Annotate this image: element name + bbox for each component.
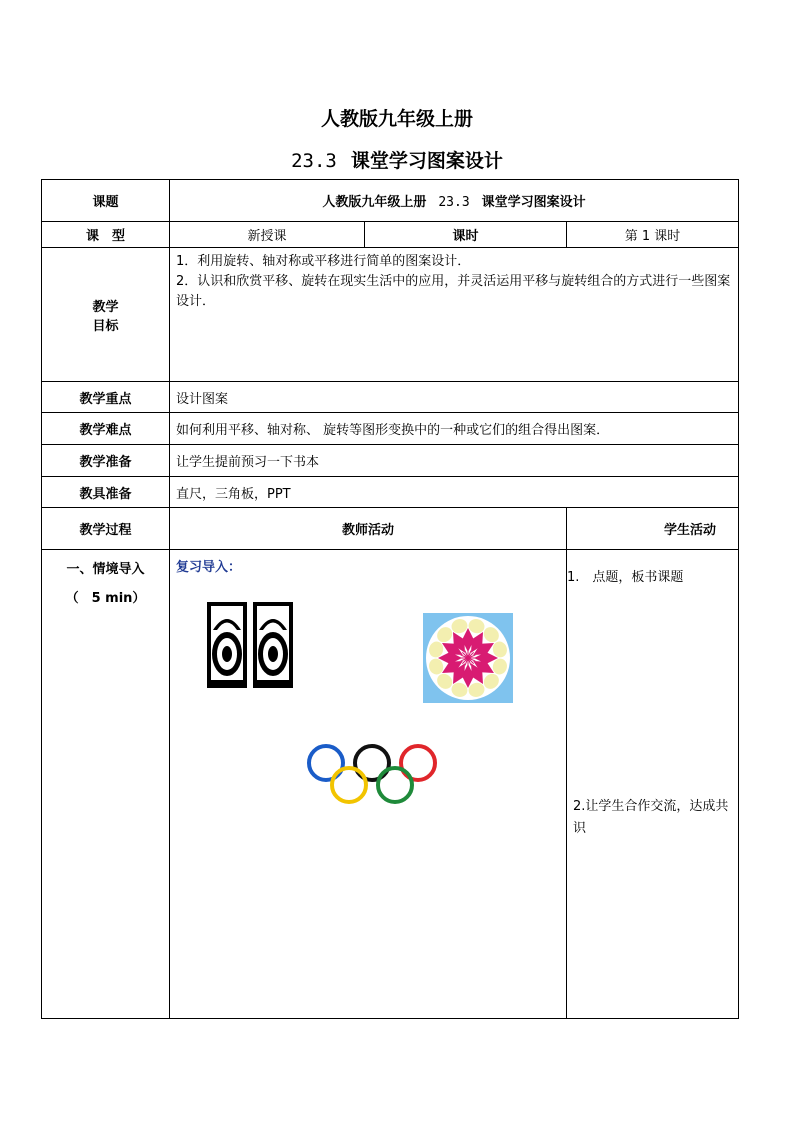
topic-prefix: 人教版九年级上册 [322,195,427,210]
tools-value: 直尺，三角板，PPT [170,477,739,508]
topic-name: 课堂学习图案设计 [481,195,586,210]
teacher-activity-label: 教师活动 [170,508,567,550]
goal-item-1: 1．利用旋转、轴对称或平移进行简单的图案设计． [176,254,471,269]
row-stage-1 [42,550,739,1019]
type-value: 新授课 [170,222,365,248]
student-activity-2: 2.让学生合作交流，达成共识 [573,799,729,836]
key-label: 教学重点 [42,382,170,413]
stage1-label: 一、情境导入 [66,562,145,577]
stage1-time: （ 5 min） [65,591,146,606]
prep-value: 让学生提前预习一下书本 [170,445,739,477]
row-topic [42,180,739,222]
eye-pattern-image [205,600,295,690]
student-activity-label: 学生活动 [567,508,739,550]
topic-label: 课题 [42,180,170,222]
goal-item-2: 2．认识和欣赏平移、旋转在现实生活中的应用，并灵活运用平移与旋转组合的方式进行一些图案设计． [176,274,731,309]
row-tools [42,477,739,508]
difficulty-label: 教学难点 [42,413,170,445]
ring-yellow [332,768,366,802]
review-label: 复习导入： [176,560,242,575]
document-subtitle [0,146,794,173]
period-label: 课时 [365,222,567,248]
row-goals [42,248,739,382]
type-label: 课 型 [42,222,170,248]
goal-content [170,248,739,382]
student-activity-cell [567,550,739,1019]
goal-label [42,248,170,382]
teacher-activity-cell [170,550,567,1019]
lesson-plan-table [41,179,739,1019]
eye-panel-left [207,602,247,688]
section-name: 课堂学习图案设计 [350,150,503,172]
prep-label: 教学准备 [42,445,170,477]
flower-pattern-image [423,613,513,703]
key-value: 设计图案 [170,382,739,413]
tools-label: 教具准备 [42,477,170,508]
row-process-header [42,508,739,550]
topic-value [170,180,739,222]
process-label: 教学过程 [42,508,170,550]
section-number: 23.3 [291,150,337,172]
row-preparation [42,445,739,477]
row-difficulty [42,413,739,445]
goal-label-line1: 教学 [92,299,119,315]
topic-number: 23.3 [438,195,470,210]
student-activity-1: 1. 点题，板书课题 [567,570,684,585]
difficulty-value: 如何利用平移、轴对称、 旋转等图形变换中的一种或它们的组合得出图案． [170,413,739,445]
document-title: 人教版九年级上册 [320,108,473,130]
stage1-cell [42,550,170,1019]
period-value: 第 1 课时 [567,222,739,248]
goal-label-line2: 目标 [92,318,119,334]
olympic-rings-image [306,743,440,807]
row-type [42,222,739,248]
ring-green [378,768,412,802]
row-key-points [42,382,739,413]
eye-panel-right [253,602,293,688]
